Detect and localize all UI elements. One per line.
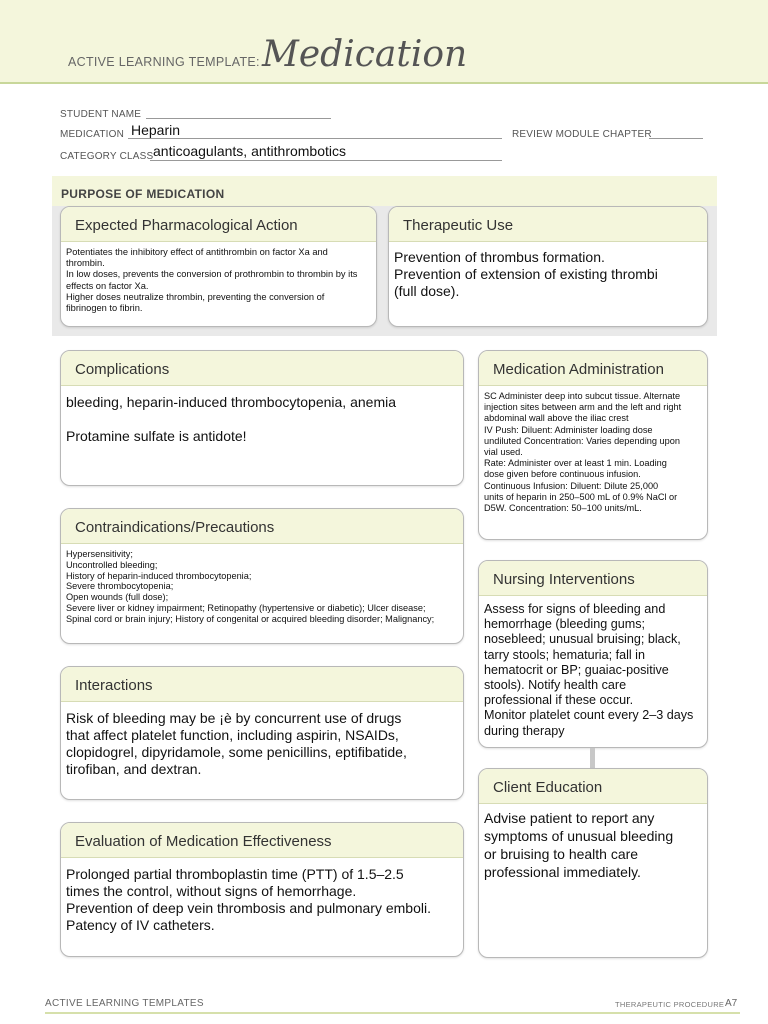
- card-title: Nursing Interventions: [493, 571, 635, 588]
- medication-field[interactable]: Heparin: [131, 122, 181, 138]
- therapeutic-use-card: [388, 206, 708, 327]
- card-header: [61, 351, 463, 386]
- footer-right: THERAPEUTIC PROCEDURE: [615, 1000, 725, 1009]
- administration-text[interactable]: SC Administer deep into subcut tissue. Alternate injection sites between arm and the left and right abdominal wall above the iliac crest IV Push: Diluent: Administer loading dose undiluted Concentration: Varies depending upon vial used. Rate: Administer over at least 1 min. Loading dose given before continuous infusion. Continuous Infusion: Diluent: Dilute 25,000 units of heparin in 250–500 mL of 0.9% NaCl or D5W. Concentration: 50–100 units/mL.: [484, 391, 682, 514]
- card-title: Medication Administration: [493, 361, 664, 378]
- evaluation-card: [60, 822, 464, 957]
- purpose-header: [52, 176, 717, 206]
- footer-divider: [45, 1012, 740, 1014]
- card-header: [61, 509, 463, 544]
- footer-left: ACTIVE LEARNING TEMPLATES: [45, 998, 204, 1009]
- page-title: Medication: [262, 34, 468, 75]
- category-line: [150, 160, 502, 161]
- card-header: [61, 667, 463, 702]
- client-education-text[interactable]: Advise patient to report any symptoms of unusual bleeding or bruising to health care professional immediately.: [484, 810, 674, 880]
- student-name-label: STUDENT NAME: [60, 109, 142, 120]
- category-field[interactable]: anticoagulants, antithrombotics: [153, 143, 346, 159]
- nursing-text[interactable]: Assess for signs of bleeding and hemorrhage (bleeding gums; nosebleed; unusual bruising; black, tarry stools; hematuria; fall in hematocrit or BP; guaiac-positive stools). Notify health care professional if these occur. Monitor platelet count every 2–3 days during therapy: [484, 602, 694, 738]
- card-header: [61, 207, 376, 242]
- card-title: Interactions: [75, 677, 153, 694]
- medication-label: MEDICATION: [60, 129, 125, 140]
- expected-action-text[interactable]: Potentiates the inhibitory effect of antithrombin on factor Xa and thrombin. In low doses, prevents the conversion of prothrombin to thrombin by its effects on factor Xa. Higher doses neutralize thrombin, preventing the conversion of fibrinogen to fibrin.: [66, 247, 358, 314]
- review-module-line: [649, 138, 703, 139]
- interactions-text[interactable]: Risk of bleeding may be ¡è by concurrent use of drugs that affect platelet function, including aspirin, NSAIDs, clopidogrel, dipyridamole, some penicillins, eptifibatide, tirofiban, and dextran.: [66, 710, 407, 777]
- contraindications-text[interactable]: Hypersensitivity; Uncontrolled bleeding; History of heparin-induced thrombocytopenia; Severe thrombocytopenia; Open wounds (full dose); Severe liver or kidney impairment; Retinopathy (hypertensive or diabetic); Ulcer disease; Spinal cord or brain injury; History of congenital or acquired bleeding disorder; Malignancy;: [66, 549, 435, 624]
- evaluation-text[interactable]: Prolonged partial thromboplastin time (PTT) of 1.5–2.5 times the control, without signs of hemorrhage. Prevention of deep vein thrombosis and pulmonary emboli. Patency of IV catheters.: [66, 866, 431, 933]
- student-name-line: [146, 118, 331, 119]
- client-education-card: [478, 768, 708, 958]
- administration-card: [478, 350, 708, 540]
- interactions-card: [60, 666, 464, 800]
- expected-action-card: [60, 206, 377, 327]
- nursing-card: [478, 560, 708, 748]
- therapeutic-use-text[interactable]: Prevention of thrombus formation. Prevention of extension of existing thrombi (full dose).: [394, 249, 658, 299]
- page-number: A7: [725, 998, 738, 1009]
- card-title: Contraindications/Precautions: [75, 519, 275, 536]
- complications-card: [60, 350, 464, 486]
- medication-line: [128, 138, 502, 139]
- complications-text[interactable]: bleeding, heparin-induced thrombocytopenia, anemia Protamine sulfate is antidote!: [66, 394, 396, 444]
- card-title: Therapeutic Use: [403, 217, 514, 234]
- template-label: ACTIVE LEARNING TEMPLATE:: [68, 55, 260, 69]
- purpose-title: PURPOSE OF MEDICATION: [61, 187, 225, 201]
- card-header: [479, 769, 707, 804]
- card-header: [479, 561, 707, 596]
- card-header: [479, 351, 707, 386]
- card-title: Evaluation of Medication Effectiveness: [75, 833, 332, 850]
- review-module-label: REVIEW MODULE CHAPTER: [512, 129, 652, 140]
- card-title: Client Education: [493, 779, 603, 796]
- card-title: Expected Pharmacological Action: [75, 217, 298, 234]
- card-header: [389, 207, 707, 242]
- card-title: Complications: [75, 361, 170, 378]
- connector-line: [590, 748, 595, 768]
- header-band: [0, 0, 768, 84]
- card-header: [61, 823, 463, 858]
- category-label: CATEGORY CLASS: [60, 151, 154, 162]
- contraindications-card: [60, 508, 464, 644]
